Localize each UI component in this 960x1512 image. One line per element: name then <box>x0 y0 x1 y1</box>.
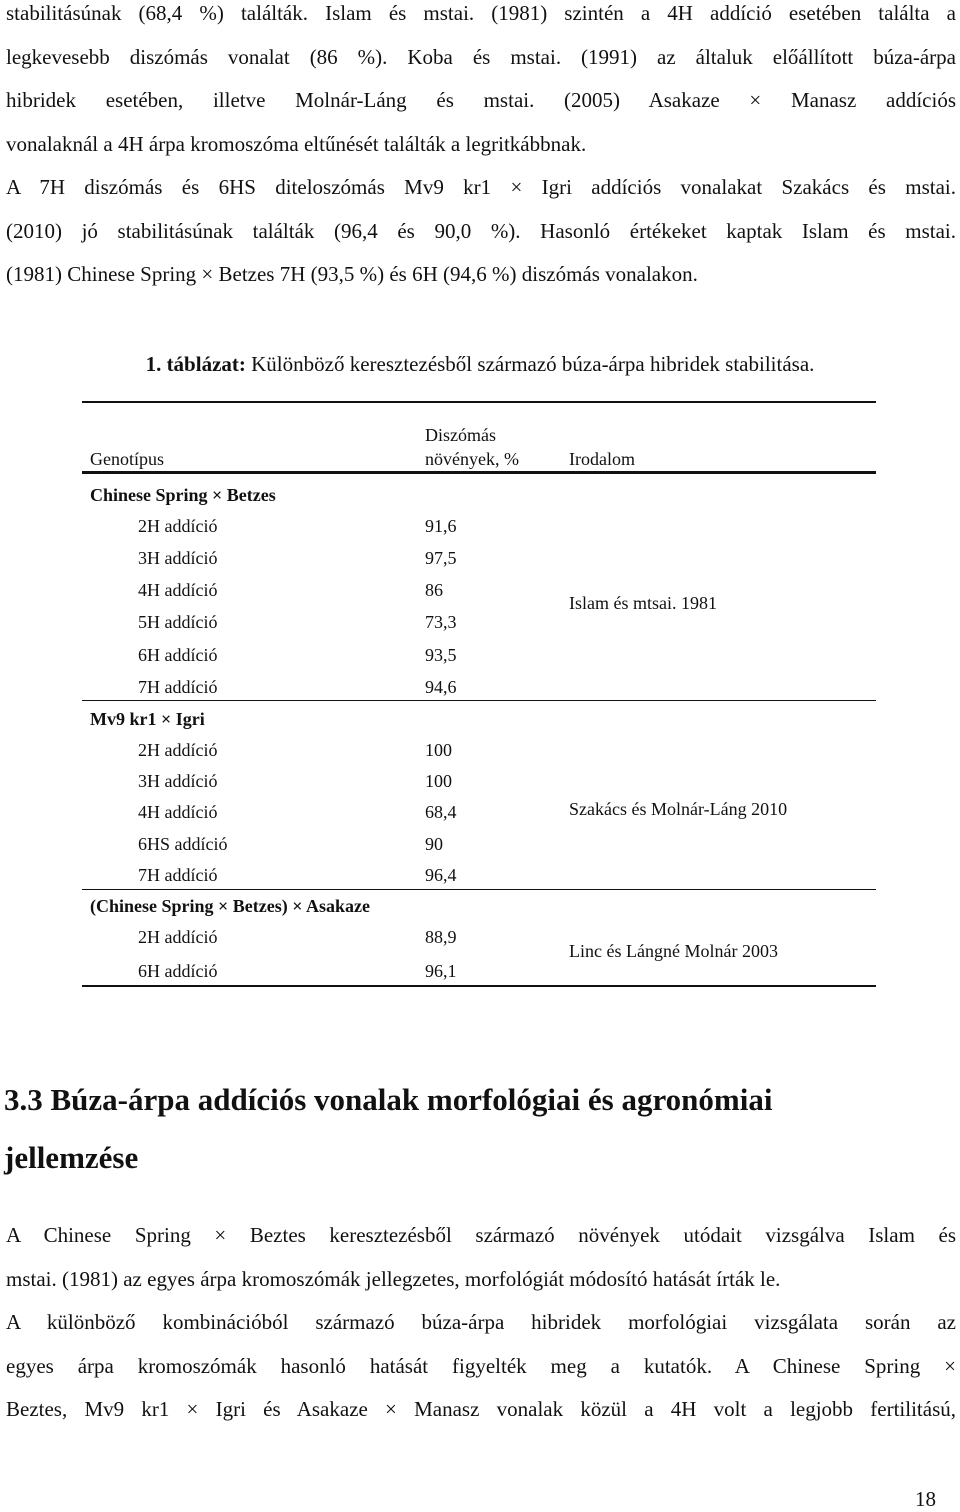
table-header-rule <box>82 471 876 474</box>
table-row-value: 93,5 <box>425 645 457 665</box>
table-row-value: 86 <box>425 580 443 600</box>
table-row-addition: 5H addíció <box>138 612 218 632</box>
table-group-divider <box>82 700 876 701</box>
table-row-value: 96,1 <box>425 961 457 981</box>
table-row-addition: 6H addíció <box>138 961 218 981</box>
group-name: Chinese Spring × Betzes <box>90 485 276 505</box>
table-row-addition: 3H addíció <box>138 548 218 568</box>
table-row-value: 91,6 <box>425 516 457 536</box>
body-line: Beztes, Mv9 kr1 × Igri és Asakaze × Manasz vonalak közül a 4H volt a legjobb fertilitású, <box>6 1397 956 1421</box>
table-row-addition: 7H addíció <box>138 677 218 697</box>
body-line: egyes árpa kromoszómák hasonló hatását figyelték meg a kutatók. A Chinese Spring × <box>6 1353 956 1378</box>
column-header-disomic-line1: Diszómás <box>425 425 496 445</box>
table-caption-text: Különböző keresztezésből származó búza-árpa hibridek stabilitása. <box>245 352 815 376</box>
table-row-addition: 7H addíció <box>138 865 218 885</box>
column-header-disomic-line2: növények, % <box>425 449 519 469</box>
table-group-divider <box>82 889 876 890</box>
table-row-addition: 6H addíció <box>138 645 218 665</box>
intro-line: legkevesebb diszómás vonalat (86 %). Koba és mstai. (1991) az általuk előállított búza-árpa <box>6 44 956 69</box>
table-row-value: 68,4 <box>425 802 457 822</box>
page-number: 18 <box>915 1487 936 1511</box>
table-row-addition: 4H addíció <box>138 580 218 600</box>
group-reference: Szakács és Molnár-Láng 2010 <box>569 799 788 819</box>
table-row-addition: 3H addíció <box>138 771 218 791</box>
intro-line: (1981) Chinese Spring × Betzes 7H (93,5 %) és 6H (94,6 %) diszómás vonalakon. <box>6 262 698 286</box>
group-reference: Islam és mtsai. 1981 <box>569 593 717 613</box>
intro-line: stabilitásúnak (68,4 %) találták. Islam és mstai. (1981) szintén a 4H addíció esetében találta a <box>6 1 956 25</box>
table-caption <box>0 352 960 377</box>
table-row-value: 88,9 <box>425 927 457 947</box>
group-name: Mv9 kr1 × Igri <box>90 709 205 729</box>
table-row-addition: 6HS addíció <box>138 834 228 854</box>
table-top-rule <box>82 401 876 403</box>
section-heading-line: 3.3 Búza-árpa addíciós vonalak morfológiai és agronómiai <box>4 1082 773 1117</box>
group-name: (Chinese Spring × Betzes) × Asakaze <box>90 896 371 916</box>
intro-line: hibridek esetében, illetve Molnár-Láng és mstai. (2005) Asakaze × Manasz addíciós <box>6 88 956 112</box>
body-line: A különböző kombinációból származó búza-árpa hibridek morfológiai vizsgálata során az <box>6 1310 956 1334</box>
body-paragraph <box>6 1214 956 1432</box>
column-header-reference: Irodalom <box>569 449 635 469</box>
section-heading <box>4 1071 772 1187</box>
table-row-value: 90 <box>425 834 443 854</box>
body-line: mstai. (1981) az egyes árpa kromoszómák jellegzetes, morfológiát módosító hatását írták le. <box>6 1266 781 1291</box>
group-reference: Linc és Lángné Molnár 2003 <box>569 941 778 961</box>
intro-paragraph <box>6 0 956 297</box>
column-header-genotype: Genotípus <box>90 449 164 469</box>
table-row-value: 100 <box>425 740 452 760</box>
table-row-value: 94,6 <box>425 677 457 697</box>
body-line: A Chinese Spring × Beztes keresztezésből származó növények utódait vizsgálva Islam és <box>6 1223 956 1247</box>
intro-line: vonalaknál a 4H árpa kromoszóma eltűnését találták a legritkábbnak. <box>6 131 587 156</box>
table-bottom-rule <box>82 985 876 987</box>
section-heading-line: jellemzése <box>4 1140 139 1175</box>
table-row-addition: 2H addíció <box>138 516 218 536</box>
table-caption-label: 1. táblázat: <box>145 352 246 376</box>
table-row-addition: 4H addíció <box>138 802 218 822</box>
table-row-value: 96,4 <box>425 865 457 885</box>
table-row-addition: 2H addíció <box>138 927 218 947</box>
intro-line: (2010) jó stabilitásúnak találták (96,4 és 90,0 %). Hasonló értékeket kaptak Islam és mstai. <box>6 218 956 243</box>
table-row-value: 100 <box>425 771 452 791</box>
table-row-addition: 2H addíció <box>138 740 218 760</box>
table-row-value: 73,3 <box>425 612 457 632</box>
intro-line: A 7H diszómás és 6HS diteloszómás Mv9 kr1 × Igri addíciós vonalakat Szakács és mstai. <box>6 175 956 199</box>
table-row-value: 97,5 <box>425 548 457 568</box>
